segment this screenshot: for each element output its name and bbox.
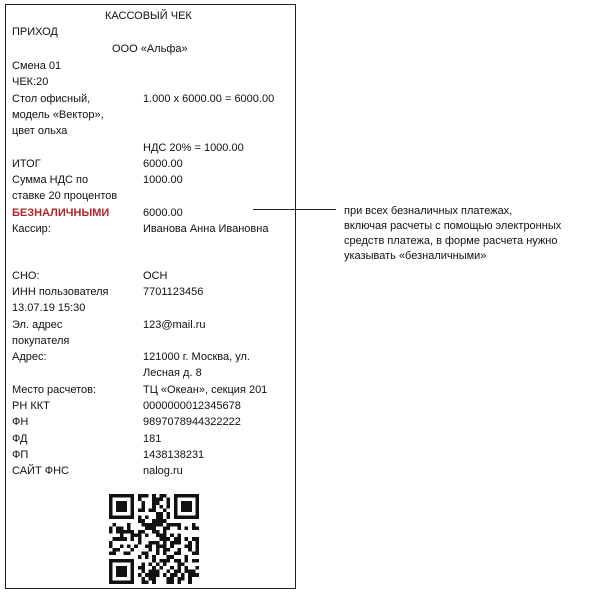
address-value-line1: 121000 г. Москва, ул. <box>143 351 250 363</box>
sno-value: ОСН <box>143 270 168 282</box>
place-label: Место расчетов: <box>12 384 97 396</box>
receipt-type: ПРИХОД <box>12 26 58 38</box>
note-line1: при всех безналичных платежах, <box>344 205 513 217</box>
email-label-line1: Эл. адрес <box>12 319 63 331</box>
receipt-title: КАССОВЫЙ ЧЕК <box>105 10 192 22</box>
vat-label-line2: ставке 20 процентов <box>12 190 118 202</box>
fn-label: ФН <box>12 416 29 428</box>
cashless-value: 6000.00 <box>143 207 183 219</box>
fns-site-label: САЙТ ФНС <box>12 465 69 477</box>
fns-site-value: nalog.ru <box>143 465 183 477</box>
receipt <box>5 4 296 589</box>
fn-value: 9897078944322222 <box>143 416 241 428</box>
datetime: 13.07.19 15:30 <box>12 302 86 314</box>
fd-value: 181 <box>143 433 162 445</box>
callout-line <box>253 209 336 210</box>
total-label: ИТОГ <box>12 158 41 170</box>
note-line3: средств платежа, в форме расчета нужно <box>344 235 558 247</box>
fp-label: ФП <box>12 449 29 461</box>
rn-kkt-value: 0000000012345678 <box>143 400 241 412</box>
cashier-value: Иванова Анна Ивановна <box>143 223 269 235</box>
item-vat: НДС 20% = 1000.00 <box>143 142 244 154</box>
cashless-label: БЕЗНАЛИЧНЫМИ <box>12 207 110 219</box>
sno-label: СНО: <box>12 270 40 282</box>
organization: ООО «Альфа» <box>112 43 188 55</box>
fp-value: 1438138231 <box>143 449 205 461</box>
inn-label: ИНН пользователя <box>12 286 109 298</box>
cashier-label: Кассир: <box>12 223 51 235</box>
shift: Смена 01 <box>12 60 62 72</box>
vat-label-line1: Сумма НДС по <box>12 174 89 186</box>
item-name-line1: Стол офисный, <box>12 93 91 105</box>
email-value: 123@mail.ru <box>143 319 206 331</box>
total-value: 6000.00 <box>143 158 183 170</box>
inn-value: 7701123456 <box>143 286 204 298</box>
item-name-line3: цвет ольха <box>12 125 68 137</box>
check-number: ЧЕК:20 <box>12 76 49 88</box>
email-label-line2: покупателя <box>12 335 70 347</box>
place-value: ТЦ «Океан», секция 201 <box>143 384 268 396</box>
callout-note <box>344 204 584 264</box>
item-calc: 1.000 х 6000.00 = 6000.00 <box>143 93 275 105</box>
vat-value: 1000.00 <box>143 174 183 186</box>
note-line2: включая расчеты с помощью электронных <box>344 220 562 232</box>
fd-label: ФД <box>12 433 28 445</box>
note-line4: указывать «безналичными» <box>344 250 487 262</box>
address-value-line2: Лесная д. 8 <box>143 367 202 379</box>
address-label: Адрес: <box>12 351 47 363</box>
item-name-line2: модель «Вектор», <box>12 109 104 121</box>
qr-code <box>109 494 199 584</box>
rn-kkt-label: РН ККТ <box>12 400 50 412</box>
